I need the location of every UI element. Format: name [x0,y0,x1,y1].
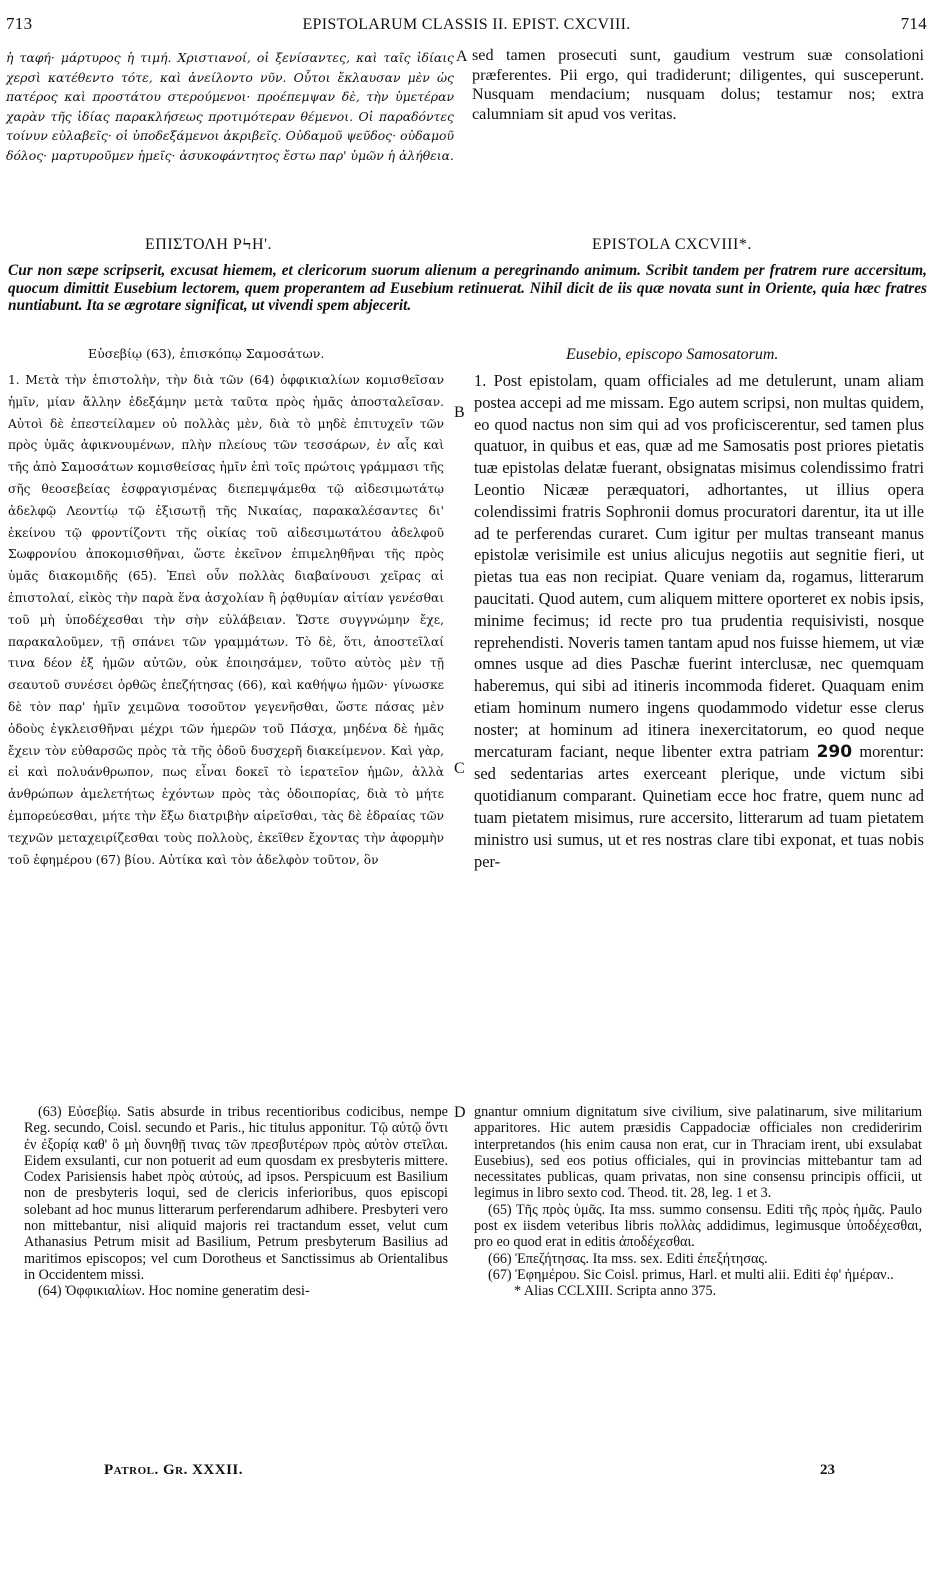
letter-title-latin: EPISTOLA CXCVIII*. [592,236,752,253]
right-page-number: 714 [900,14,927,33]
letter-title-greek: ΕΠΙΣΤΟΛΗ ΡϞΗ'. [145,236,272,253]
footnote: (63) Εὐσεβίῳ. Satis absurde in tribus recentioribus codicibus, nempe Reg. secundo, Coisl. secundo et Paris., hic titulus apponitur. Τῷ αὐτῷ ὄντι ἐν ἐξορίᾳ καθ' ὃ μὴ δυνηθῇ τινας τῶν πρεσβυτέρων πρὸς αὐτὸν στεῖλαι. Eidem exsulanti, cur non potuerit ad eum quosdam ex presbyteris mittere. Codex Parisiensis habet πρὸς αὐτούς, ad ipsos. Perspicuum est Basilium non de presbyteris loqui, sed de clericis inferioribus, quos episcopi solebant ad hoc munus litterarum perferendarum adhibere. Presbyteri vero non mittebantur, nisi aliquid majoris rei tractandum esset, velut cum Athanasius Petrum misit ad Basilium, Petrum presbyterum Basilius ad maritimos episcopos; vel cum Dorotheus et Sanctissimus ab Orientalibus in Occidentem missi. [24,1104,448,1283]
greek-text-column: 1. Μετὰ τὴν ἐπιστολὴν, τὴν διὰ τῶν (64) ὀφφικιαλίων κομισθεῖσαν ἡμῖν, μίαν ἄλλην ἐδεξάμην μετὰ ταῦτα πρὸς ἡμᾶς ἀποσταλεῖσαν. Αὐτοὶ δὲ ἐπεστείλαμεν οὐ πολλὰς μὲν, διὰ τὸ μηδὲ ἐπιτυχεῖν τῶν πρὸς ὑμᾶς ἀφικνουμένων, πλὴν πλείους τῶν τεσσάρων, ἐν αἷς καὶ τῆς ἀπὸ Σαμοσάτων κομισθείσας ἡμῖν ἐπὶ τοῖς πρώτοις γράμμασι τῆς σῆς θεοσεβείας ἐσφραγισμένας διεπεμψάμεθα τῷ αἰδεσιμωτάτῳ ἀδελφῷ Λεοντίῳ τῷ ἐξισωτῇ τῆς Νικαίας, παρακαλέσαντες δι' ἐκείνου τῷ φροντίζοντι τῆς οἰκίας τοῦ αἰδεσιμωτάτου ἀδελφοῦ Σωφρονίου ἀποκομισθῆναι, ὥστε ἐκεῖνον ἐπιμεληθῆναι τῆς πρὸς ὑμᾶς διακομιδῆς (65). Ἐπεὶ οὖν πολλὰς διαβαίνουσι χεῖρας αἱ ἐπιστολαί, εἰκὸς τὴν παρὰ ἕνα ἀσχολίαν ἢ ῥᾳθυμίαν αἰτίαν γενέσθαι τοῦ μὴ ὑποδέχεσθαι τὴν σὴν εὐλάβειαν. Ὥστε συγγνώμην ἔχε, παρακαλοῦμεν, τῇ σπάνει τῶν γραμμάτων. Τὸ δὲ, ὅτι, ἀποστεῖλαί τινα δέον ἐξ ἡμῶν αὐτῶν, οὐκ ἐποιησάμεν, τοῦτο αὐτὸς μὲν τῇ σεαυτοῦ συνέσει ὀρθῶς ἐπεζήτησας (66), καὶ καθήψω ἡμῶν· γίνωσκε δὲ τὸν παρ' ἡμῖν χειμῶνα τοσοῦτον γεγενῆσθαι, ὥστε πάσας μὲν ὁδοὺς ἐγκλεισθῆναι μέχρι τῶν ἡμερῶν τοῦ Πάσχα, μηδένα δὲ ἡμᾶς ἔχειν τὸν εὐθαρσῶς πρὸς τὰ τῆς ὁδοῦ δυσχερῆ διακείμενον. Καὶ γὰρ, εἰ καὶ πολυάνθρωπον, πως εἶναι δοκεῖ τὸ ἱερατεῖον ἡμῶν, ἀλλὰ ἀνθρώπων ἀμελετήτως ἐχόντων πρὸς τὰς ὁδοιπορίας, διὰ τὸ μήτε ἐμπορεύεσθαι, μήτε τὴν ἔξω διατριβὴν αἱρεῖσθαι, τὰς δὲ ἑδραίας τῶν τεχνῶν μεταχειρίζεσθαι τοὺς πολλοὺς, ἐκεῖθεν ἔχοντας τὴν ἀφορμὴν τοῦ ἐφημέρου (67) βίου. Αὐτίκα καὶ τὸν ἀδελφὸν τοῦτον, ὃν [8,373,444,867]
address-greek: Εὐσεβίῳ (63), ἐπισκόπῳ Σαμοσάτων. [88,346,325,361]
margin-letter-a: A [456,48,468,65]
footer-signature: 23 [820,1462,835,1478]
footnote: * Alias CCLXIII. Scripta anno 375. [514,1283,717,1300]
address-latin: Eusebio, episcopo Samosatorum. [566,346,779,363]
left-page-number: 713 [6,14,33,33]
latin-text-column [474,370,924,872]
prev-letter-greek: ἡ ταφή· μάρτυρος ἡ τιμή. Χριστιανοί, οἱ ξενίσαντες, καὶ ταῖς ἰδίαις χερσὶ κατέθεντο τότε, καὶ ἀνείλοντο νῦν. Οὗτοι ἔκλαυσαν μὲν ὡς πατέρος καὶ προστάτου στερούμενοι· προέπεμψαν δὲ, τὴν ὑμετέραν χαρὰν τῆς ἰδίας παρακλήσεως προτιμότεραν θέμενοι. Οἱ παραδόντες τοίνυν εὐλαβεῖς· οἱ ὑποδεξάμενοι ἀκριβεῖς. Οὐδαμοῦ ψεῦδος· οὐδαμοῦ δόλος· μαρτυροῦμεν ἡμεῖς· ἀσυκοφάντητος ἔστω παρ' ὑμῶν ἡ ἀλήθεια. [6,50,454,163]
letter-summary: Cur non sæpe scripserit, excusat hiemem, et clericorum suorum alienum a peregrinando animum. Scribit tandem per fratrem rure accersitum, quocum dimittit Eusebium lectorem, quem properantem ad Eusebium retinuerat. Nihil dicit de iis quæ novata sunt in Oriente, quia hæc fratres nuntiabunt. Ita se ægrotare significat, ut vivendi spem abjecerit. [8,262,927,315]
footnote: (65) Τῆς πρὸς ὑμᾶς. Ita mss. summo consensu. Editi τῆς πρὸς ἡμᾶς. Paulo post ex iisdem veteribus libris πολλὰς addidimus, legimusque ὑποδέχεσθαι, pro eo quod erat in editis ἀποδέχεσθαι. [474,1201,922,1251]
running-header [6,14,927,38]
footnotes-right [474,1104,922,1300]
margin-letter-d: D [454,1104,466,1121]
running-title: EPISTOLARUM CLASSIS II. EPIST. CXCVIII. [302,16,631,33]
footnote: (67) Ἐφημέρου. Sic Coisl. primus, Harl. et multi alii. Editi ἐφ' ἡμέραν.. [488,1266,894,1283]
footnotes-left [24,1104,448,1300]
latin-body-part-2: morentur: sed sedentarias artes exerceant plerique, unde victum sibi quotidianum comparant. Quinetiam ecce hoc fratre, quem nunc ad tuam pietatem misimus, rure accersito, litterarum ad tuam pietatem ministro usi sumus, ut et res nostras clare tibi exponat, et tuas nobis per- [474,741,925,871]
prev-letter-latin: sed tamen prosecuti sunt, gaudium vestrum suæ consolationi præferentes. Pii ergo, qui tradiderunt; diligentes, qui susceperunt. Nusquam mendacium; nusquam dolus; testamur nos; extra calumniam sit apud vos veritas. [472,46,924,123]
margin-letter-b: B [454,404,465,421]
margin-letter-c: C [454,760,465,777]
footnote: (66) Ἐπεζήτησας. Ita mss. sex. Editi ἐπεξήτησας. [488,1250,768,1267]
footnote: gnantur omnium dignitatum sive civilium, sive palatinarum, sive militarium apparitores. Hic autem præsidis Cappadociæ officiales non credideririm interpretandos (his enim causa non erat, cur in Thraciam irent, ubi exsulabat Eusebius), sed eos potius officiales, qui in provincias mittebantur tam ad necessitates publicas, quam privatas, non sine consensu principis officii, ut legimus in libro sexto cod. Theod. tit. 28, leg. 1 et 3. [474,1104,922,1202]
footnote: (64) Ὀφφικιαλίων. Hoc nomine generatim desi- [38,1283,310,1300]
latin-body-part-1: 1. Post epistolam, quam officiales ad me detulerunt, unam aliam postea accepi ad me missam. Ego autem scripsi, non multas quidem, eo quod nactus non sim qui ad vos proficiscerentur, sed tamen plus quatuor, in quibus et eas, quæ ad me Samosatis post priores pietatis tuæ epistolas delatæ fuerant, obsignatas misimus colendissimo fratri Leontio Nicææ peræquatori, adhortantes, ut illius opera colendissimi fratris Sophronii domus procuratori darentur, ita ut ille ad te perferendas curaret. Cum igitur per multas transeant manus epistolæ verisimile est unius alicujus negotiis aut segnitie fieri, ut pietas tua eas non recipiat. Quare veniam da, rogamus, litterarum paucitati. Quod autem, cum aliquem mittere oporteret ex nobis ipsis, minime fecimus; id recte pro tua prudentia requisivisti, nosque reprehendisti. Noveris tamen tantam apud nos fuisse hiemem, ut viæ omnes usque ad dies Paschæ fuerint interclusæ, nec quemquam haberemus, qui sibi ad itineris incommoda fideret. Quaquam enim etiam hominum numero ingens quodammodo videtur esse clerus noster; at hominum ad itinera inexercitatorum, eo quod neque mercaturam faciant, neque libenter extra patriam [474,371,924,761]
column-number: 290 [816,741,853,762]
footer-volume: Patrol. Gr. XXXII. [104,1462,243,1478]
